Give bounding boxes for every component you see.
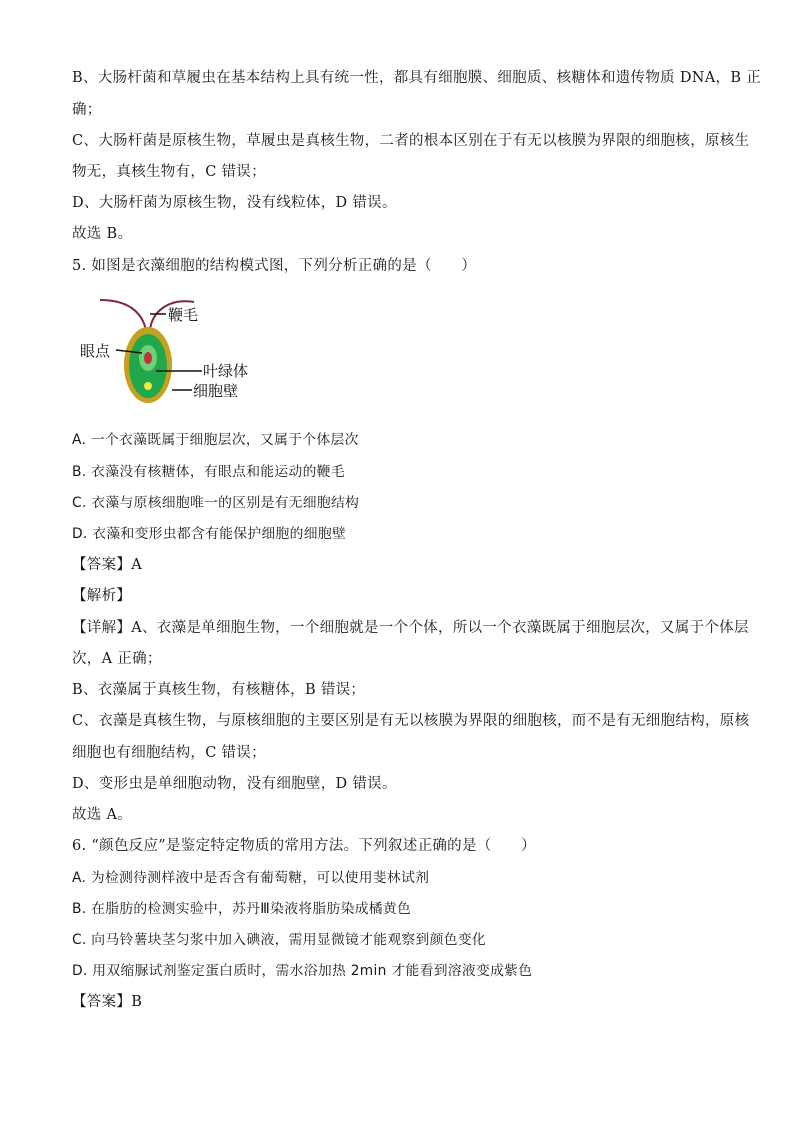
q5-explain-c-cont: 细胞也有细胞结构，C 错误； [72,745,266,761]
pyrenoid [144,382,152,390]
q5-conclusion: 故选 A。 [72,807,133,823]
q5-explain-a-cont: 次，A 正确； [72,651,162,667]
q5-option-c: C. 衣藻与原核细胞唯一的区别是有无细胞结构 [72,495,360,511]
label-chloroplast: 叶绿体 [203,362,249,380]
q6-option-a: A. 为检测待测样液中是否含有葡萄糖，可以使用斐林试剂 [72,870,430,886]
q5-explain-a: 【详解】A、衣藻是单细胞生物，一个细胞就是一个个体，所以一个衣藻既属于细胞层次，又属于个体层 [72,620,749,636]
prev-explain-line-d: D、大肠杆菌为原核生物，没有线粒体，D 错误。 [72,195,397,211]
prev-explain-line-c: C、大肠杆菌是原核生物，草履虫是真核生物，二者的根本区别在于有无以核膜为界限的细胞核，原核生 [72,133,750,149]
chlamydomonas-diagram [76,290,276,410]
flagellum-left [100,300,146,330]
question-5-stem: 5. 如图是衣藻细胞的结构模式图，下列分析正确的是（ ） [72,258,477,274]
q5-analysis-heading: 【解析】 [72,588,132,604]
q5-option-b: B. 衣藻没有核糖体，有眼点和能运动的鞭毛 [72,464,345,480]
q6-option-b: B. 在脂肪的检测实验中，苏丹Ⅲ染液将脂肪染成橘黄色 [72,901,412,917]
q5-option-a: A. 一个衣藻既属于细胞层次，又属于个体层次 [72,432,359,448]
q5-option-d: D. 衣藻和变形虫都含有能保护细胞的细胞壁 [72,526,347,542]
q6-answer: 【答案】B [72,994,143,1010]
label-eyespot: 眼点 [80,342,111,360]
q5-explain-c: C、衣藻是真核生物，与原核细胞的主要区别是有无以核膜为界限的细胞核，而不是有无细胞结构，原核 [72,713,750,729]
prev-explain-line-c-cont: 物无，真核生物有，C 错误； [72,164,266,180]
q6-option-c: C. 向马铃薯块茎匀浆中加入碘液，需用显微镜才能观察到颜色变化 [72,932,487,948]
label-cell-wall: 细胞壁 [193,382,239,400]
label-flagella: 鞭毛 [168,306,199,324]
prev-conclusion: 故选 B。 [72,226,133,242]
q5-explain-d: D、变形虫是单细胞动物，没有细胞壁，D 错误。 [72,776,397,792]
question-6-stem: 6. “颜色反应”是鉴定特定物质的常用方法。下列叙述正确的是（ ） [72,838,536,854]
prev-explain-line-b: B、大肠杆菌和草履虫在基本结构上具有统一性，都具有细胞膜、细胞质、核糖体和遗传物质 DNA，B 正 [72,70,762,86]
q5-explain-b: B、衣藻属于真核生物，有核糖体，B 错误； [72,682,366,698]
q5-answer: 【答案】A [72,557,142,573]
q6-option-d: D. 用双缩脲试剂鉴定蛋白质时，需水浴加热 2min 才能看到溶液变成紫色 [72,963,533,979]
eyespot [144,352,152,364]
prev-explain-line-b-cont: 确； [72,102,102,118]
